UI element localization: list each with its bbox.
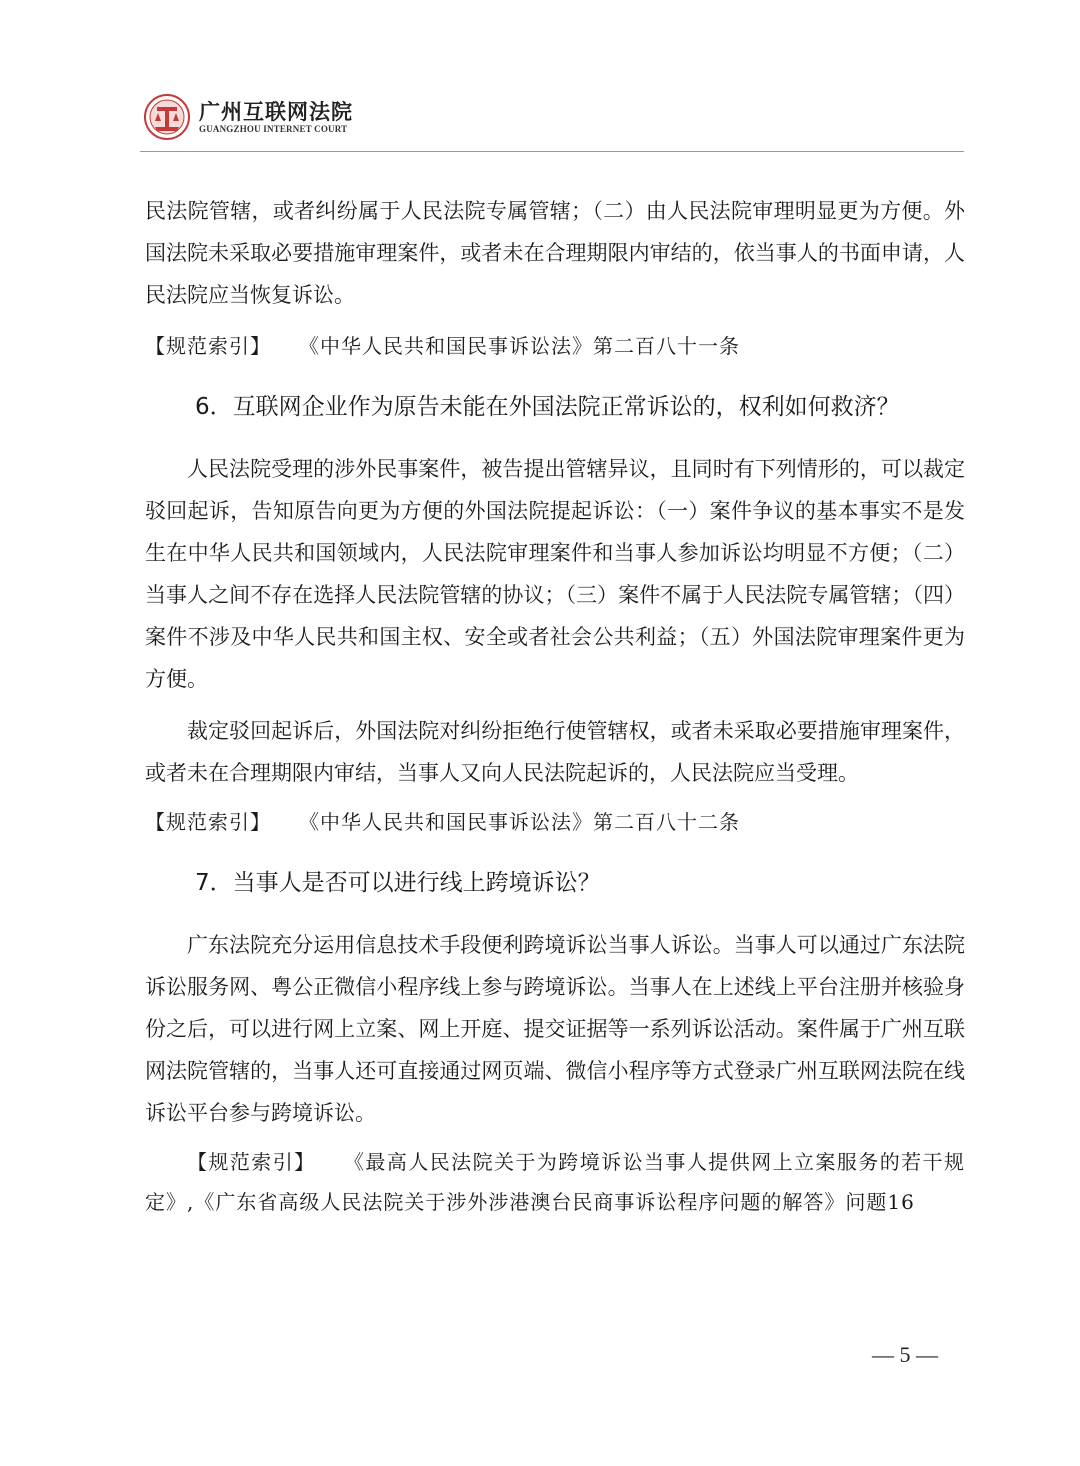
- question-heading: 7．当事人是否可以进行线上跨境诉讼？: [195, 870, 601, 896]
- reference-line: [145, 1142, 965, 1222]
- page-header: [143, 88, 353, 146]
- reference-line: [145, 326, 965, 366]
- question-heading: 6．互联网企业作为原告未能在外国法院正常诉讼的，权利如何救济？: [195, 394, 900, 420]
- reference-text: 《最高人民法院关于为跨境诉讼当事人提供网上立案服务的若干规定》,《广东省高级人民法院关于涉外涉港澳台民商事诉讼程序问题的解答》问题16: [145, 1150, 966, 1214]
- reference-label: 【规范索引】: [145, 810, 271, 834]
- court-name-chinese: 广州互联网法院: [199, 99, 353, 124]
- reference-label: 【规范索引】: [145, 334, 271, 358]
- header-divider: [140, 151, 964, 152]
- reference-label: 【规范索引】: [187, 1150, 316, 1174]
- court-name-english: GUANGZHOU INTERNET COURT: [199, 123, 348, 134]
- document-body: [145, 190, 965, 1222]
- paragraph: 广东法院充分运用信息技术手段便利跨境诉讼当事人诉讼。当事人可以通过广东法院诉讼服务网、粤公正微信小程序线上参与跨境诉讼。当事人在上述线上平台注册并核验身份之后，可以进行网上立案、网上开庭、提交证据等一系列诉讼活动。案件属于广州互联网法院管辖的，当事人还可直接通过网页端、微信小程序等方式登录广州互联网法院在线诉讼平台参与跨境诉讼。: [145, 933, 965, 1125]
- paragraph: 民法院管辖，或者纠纷属于人民法院专属管辖；（二）由人民法院审理明显更为方便。外国法院未采取必要措施审理案件，或者未在合理期限内审结的，依当事人的书面申请，人民法院应当恢复诉讼。: [145, 199, 965, 307]
- court-logo-icon: [143, 93, 191, 141]
- reference-text: 《中华人民共和国民事诉讼法》第二百八十一条: [299, 334, 740, 358]
- paragraph: 人民法院受理的涉外民事案件，被告提出管辖异议，且同时有下列情形的，可以裁定驳回起诉，告知原告向更为方便的外国法院提起诉讼：（一）案件争议的基本事实不是发生在中华人民共和国领域内，人民法院审理案件和当事人参加诉讼均明显不方便；（二）当事人之间不存在选择人民法院管辖的协议；（三）案件不属于人民法院专属管辖；（四）案件不涉及中华人民共和国主权、安全或者社会公共利益；（五）外国法院审理案件更为方便。: [145, 457, 965, 691]
- page-number: — 5 —: [872, 1342, 938, 1367]
- reference-text: 《中华人民共和国民事诉讼法》第二百八十二条: [299, 810, 740, 834]
- paragraph: 裁定驳回起诉后，外国法院对纠纷拒绝行使管辖权，或者未采取必要措施审理案件，或者未在合理期限内审结，当事人又向人民法院起诉的，人民法院应当受理。: [145, 719, 965, 785]
- reference-line: [145, 802, 965, 842]
